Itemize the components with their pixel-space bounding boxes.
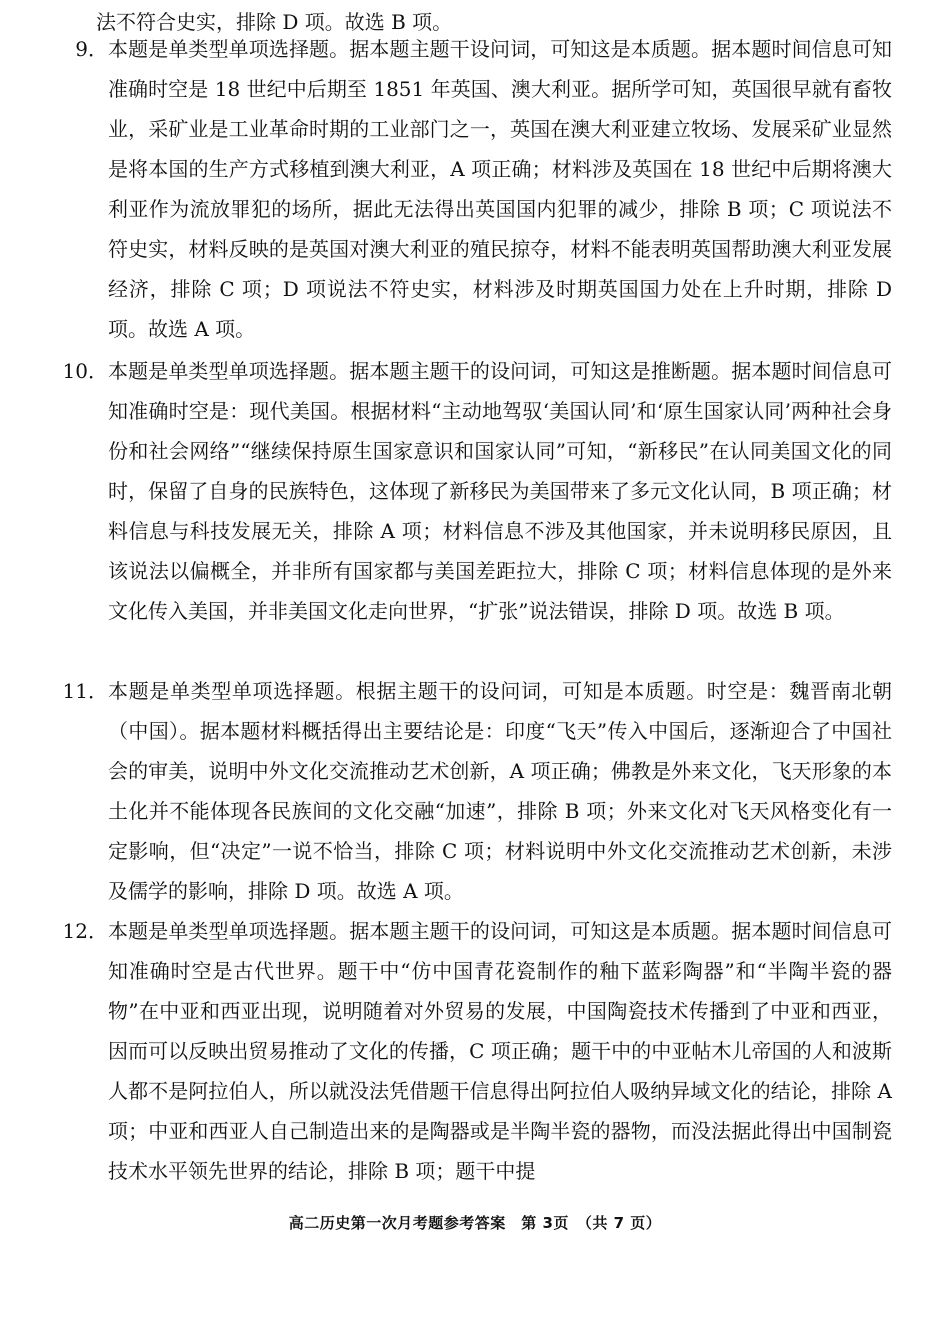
item-number: 12． xyxy=(62,919,108,943)
answer-item-10 xyxy=(62,351,892,631)
item-explanation: 本题是单类型单项选择题。据本题主题干的设问词，可知这是本质题。据本题时间信息可知准确时空是古代世界。题干中“仿中国青花瓷制作的釉下蓝彩陶器”和“半陶半瓷的器物”在中亚和西亚出现，说明随着对外贸易的发展，中国陶瓷技术传播到了中亚和西亚，因而可以反映出贸易推动了文化的传播，C 项正确；题干中的中亚帖木儿帝国的人和波斯人都不是阿拉伯人，所以就没法凭借题干信息得出阿拉伯人吸纳异域文化的结论，排除 A 项；中亚和西亚人自己制造出来的是陶器或是半陶半瓷的器物，而没法据此得出中国制瓷技术水平领先世界的结论，排除 B 项；题干中提 xyxy=(108,919,892,1183)
answer-item-11 xyxy=(62,671,892,911)
continuation-line: 法不符合史实，排除 D 项。故选 B 项。 xyxy=(96,10,453,34)
item-explanation: 本题是单类型单项选择题。根据主题干的设问词，可知是本质题。时空是：魏晋南北朝（中国）。据本题材料概括得出主要结论是：印度“飞天”传入中国后，逐渐迎合了中国社会的审美，说明中外文化交流推动艺术创新，A 项正确；佛教是外来文化，飞天形象的本土化并不能体现各民族间的文化交融“加速”，排除 B 项；外来文化对飞天风格变化有一定影响，但“决定”一说不恰当，排除 C 项；材料说明中外文化交流推动艺术创新，未涉及儒学的影响，排除 D 项。故选 A 项。 xyxy=(108,679,892,903)
item-explanation: 本题是单类型单项选择题。据本题主题干的设问词，可知这是推断题。据本题时间信息可知准确时空是：现代美国。根据材料“主动地驾驭‘美国认同’和‘原生国家认同’两种社会身份和社会网络”“继续保持原生国家意识和国家认同”可知，“新移民”在认同美国文化的同时，保留了自身的民族特色，这体现了新移民为美国带来了多元文化认同，B 项正确；材料信息与科技发展无关，排除 A 项；材料信息不涉及其他国家，并未说明移民原因，且该说法以偏概全，并非所有国家都与美国差距拉大，排除 C 项；材料信息体现的是外来文化传入美国，并非美国文化走向世界，“扩张”说法错误，排除 D 项。故选 B 项。 xyxy=(108,359,892,623)
item-number: 10． xyxy=(62,359,108,383)
item-number: 9． xyxy=(75,37,108,61)
page-footer: 高二历史第一次月考题参考答案 第 3页 （共 7 页） xyxy=(288,1214,662,1232)
answer-item-9 xyxy=(62,29,892,349)
item-explanation: 本题是单类型单项选择题。据本题主题干设问词，可知这是本质题。据本题时间信息可知准确时空是 18 世纪中后期至 1851 年英国、澳大利亚。据所学可知，英国很早就有畜牧业，采矿业是工业革命时期的工业部门之一，英国在澳大利亚建立牧场、发展采矿业显然是将本国的生产方式移植到澳大利亚，A 项正确；材料涉及英国在 18 世纪中后期将澳大利亚作为流放罪犯的场所，据此无法得出英国国内犯罪的减少，排除 B 项；C 项说法不符史实，材料反映的是英国对澳大利亚的殖民掠夺，材料不能表明英国帮助澳大利亚发展经济，排除 C 项；D 项说法不符史实，材料涉及时期英国国力处在上升时期，排除 D 项。故选 A 项。 xyxy=(108,37,892,341)
item-number: 11． xyxy=(62,679,108,703)
answer-item-12 xyxy=(62,911,892,1191)
